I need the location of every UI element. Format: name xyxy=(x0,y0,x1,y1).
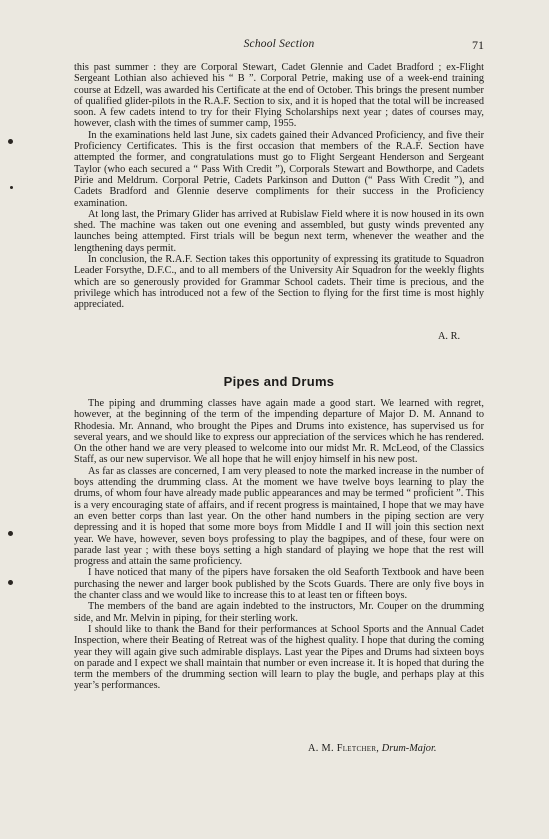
section-heading: Pipes and Drums xyxy=(223,374,335,389)
pipes-paragraph: The piping and drumming classes have again made a good start. We learned with regret, however, at the beginning of the term of the impending departure of Major D. M. Annand to Rhodesia. Mr. Annand, who brought the Pipes and Drums into existence, has supervised us for several years, and we should like to express our appreciation of the services which he has rendered. On the other hand we are very pleased to welcome into our midst Mr. R. McLeod, of the Classics Staff, as our new supervisor. We all hope that he will enjoy himself in his new post. xyxy=(74,398,484,466)
raf-section-text xyxy=(74,62,484,311)
raf-paragraph: In the examinations held last June, six cadets gained their Advanced Proficiency, and five their Proficiency Certificates. This is the first occasion that members of the R.A.F. Section have attempted the former, and congratulations must go to Flight Sergeant Henderson and Sergeant Taylor (who each secured a “ Pass With Credit ”), Corporals Stewart and Bowthorpe, and Cadets Pirie and Meldrum. Corporal Petrie, Cadets Parkinson and Dutton (“ Pass With Credit ”), and Cadets Bradford and Glennie deserve compliments for their success in the Proficiency examination. xyxy=(74,129,484,209)
raf-paragraph: this past summer : they are Corporal Stewart, Cadet Glennie and Cadet Bradford ; ex-Flight Sergeant Lothian also achieved his “ B ”. Corporal Petrie, making use of a week-end training course at Edzell, was awarded his Certificate at the end of October. This brings the present number of qualified glider-pilots in the R.A.F. Section to six, and it is hoped that the total will be increased soon. A few cadets intend to try for their Flying Scholarships next year ; dates of courses may, however, clash with the times of summer camp, 1955. xyxy=(74,62,484,130)
running-head: School Section xyxy=(243,38,315,50)
binding-hole-mark xyxy=(10,186,13,189)
page-number: 71 xyxy=(472,38,484,52)
pipes-signature xyxy=(308,743,436,755)
binding-hole-mark xyxy=(8,580,13,585)
signature-role: Drum-Major. xyxy=(381,743,437,754)
binding-hole-mark xyxy=(8,139,13,144)
page-header xyxy=(74,38,484,54)
raf-signature: A. R. xyxy=(438,331,461,342)
raf-paragraph: In conclusion, the R.A.F. Section takes this opportunity of expressing its gratitude to Squadron Leader Forsythe, D.F.C., and to all members of the University Air Squadron for the weekly flights which are so generously provided for Grammar School cadets. Their time is precious, and the privilege which has introduced not a few of the Section to flying for the first time is most highly appreciated. xyxy=(74,254,484,311)
pipes-paragraph: I should like to thank the Band for their performances at School Sports and the Annual Cadet Inspection, where their Beating of Retreat was of the highest quality. I hope that during the coming year they will again give such admirable displays. Last year the Pipes and Drums had sixteen boys on parade and I expect we shall maintain that number or even increase it. It is hoped that during the term the members of the drumming section will learn to play the bugle, and perhaps play at this year’s performances. xyxy=(74,623,484,692)
binding-hole-mark xyxy=(8,531,13,536)
pipes-paragraph: I have noticed that many of the pipers have forsaken the old Seaforth Textbook and have been purchasing the newer and larger book published by the Scots Guards. There are only five boys in the chanter class and we would like to increase this to at least ten or fifteen boys. xyxy=(74,567,484,602)
pipes-paragraph: As far as classes are concerned, I am very pleased to note the marked increase in the number of boys attending the drumming class. At the moment we have twelve boys learning to play the drums, of whom four have already made public appearances and may be termed “ proficient ”. This is a very encouraging state of affairs, and if recent progress is maintained, I hope that we may have an even better corps than last year. On the other hand numbers in the piping section are very depressing and it is hoped that some more boys from Middle I and II will join this section next year. We have, however, seven boys professing to play the bagpipes, and of these, four were on parade last year ; with these boys setting a high standard of playing we hope that the rest will progress and attain the same proficiency. xyxy=(74,465,484,568)
raf-paragraph: At long last, the Primary Glider has arrived at Rubislaw Field where it is now housed in its own shed. The machine was taken out one evening and assembled, but gusty winds prevented any launches being attempted. First trials will be begun next term, whenever the weather and the lengthening days permit. xyxy=(74,208,484,254)
signature-name: A. M. Fletcher, xyxy=(308,743,380,754)
pipes-section-text xyxy=(74,398,484,692)
pipes-paragraph: The members of the band are again indebted to the instructors, Mr. Couper on the drumming side, and Mr. Melvin in piping, for their sterling work. xyxy=(74,601,484,624)
